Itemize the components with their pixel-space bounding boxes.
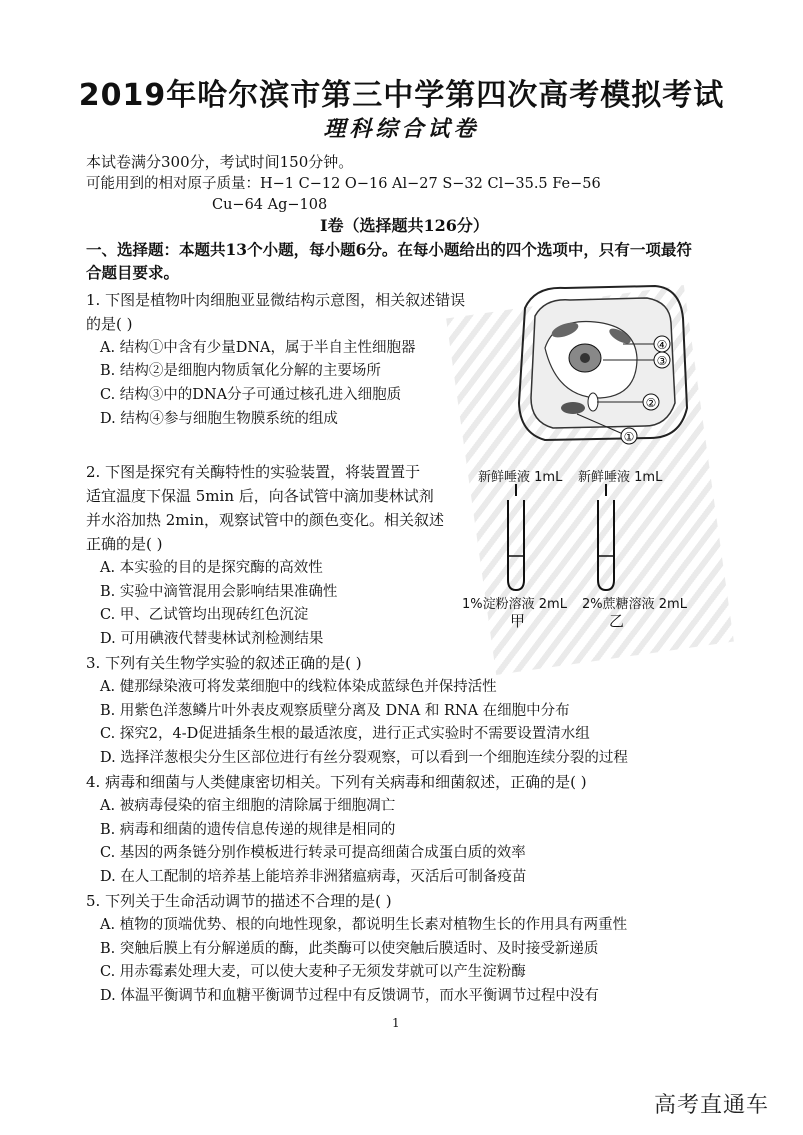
q2-stem-4: 正确的是( )	[86, 535, 163, 553]
tube-label-bottom-left: 1%淀粉溶液 2mL	[462, 597, 567, 612]
q2-option-b: B. 实验中滴管混用会影响结果准确性	[100, 584, 338, 600]
q3-option-c: C. 探究2，4-D促进插条生根的最适浓度，进行正式实验时不需要设置清水组	[100, 726, 590, 742]
q3-stem: 3. 下列有关生物学实验的叙述正确的是( )	[86, 654, 362, 672]
tube-label-top-right: 新鲜唾液 1mL	[578, 470, 663, 485]
page-number: 1	[392, 1016, 400, 1030]
test-tubes-diagram	[490, 484, 630, 594]
q1-option-a: A. 结构①中含有少量DNA，属于半自主性细胞器	[100, 340, 416, 356]
marker-3: ③	[656, 354, 668, 368]
q5-option-b: B. 突触后膜上有分解递质的酶，此类酶可以使突触后膜适时、及时接受新递质	[100, 941, 599, 957]
marker-2: ②	[645, 396, 657, 410]
page-subtitle: 理科综合试卷	[323, 116, 480, 142]
q2-stem-2: 适宜温度下保温 5min 后，向各试管中滴加斐林试剂	[86, 487, 434, 505]
q2-stem-1: 2. 下图是探究有关酶特性的实验装置，将装置置于	[86, 463, 421, 481]
tube-name-right: 乙	[609, 612, 625, 630]
intro-score-time: 本试卷满分300分，考试时间150分钟。	[86, 153, 354, 171]
intro-atomic-masses-cont: Cu−64 Ag−108	[212, 197, 328, 213]
q5-option-d: D. 体温平衡调节和血糖平衡调节过程中有反馈调节，而水平衡调节过程中没有	[100, 988, 599, 1004]
q2-stem-3: 并水浴加热 2min，观察试管中的颜色变化。相关叙述	[86, 511, 444, 529]
intro-atomic-masses: 可能用到的相对原子质量：H−1 C−12 O−16 Al−27 S−32 Cl−35.5 Fe−56	[86, 176, 601, 192]
plant-cell-diagram	[505, 278, 705, 448]
q2-option-d: D. 可用碘液代替斐林试剂检测结果	[100, 631, 324, 647]
q1-stem-2: 的是( )	[86, 315, 133, 333]
tube-name-left: 甲	[510, 612, 526, 630]
marker-4: ④	[656, 338, 668, 352]
q4-option-d: D. 在人工配制的培养基上能培养非洲猪瘟病毒，灭活后可制备疫苗	[100, 869, 527, 885]
q5-stem: 5. 下列关于生命活动调节的描述不合理的是( )	[86, 892, 392, 910]
instruction-line-1: 一、选择题：本题共13个小题，每小题6分。在每小题给出的四个选项中，只有一项最符	[86, 240, 692, 259]
brand-watermark: 高考直通车	[654, 1093, 770, 1118]
q1-option-d: D. 结构④参与细胞生物膜系统的组成	[100, 411, 338, 427]
q1-stem-1: 1. 下图是植物叶肉细胞亚显微结构示意图，相关叙述错误	[86, 291, 466, 309]
section-heading: Ⅰ卷（选择题共126分）	[320, 216, 489, 235]
q5-option-a: A. 植物的顶端优势、根的向地性现象，都说明生长素对植物生长的作用具有两重性	[100, 917, 628, 933]
q4-stem: 4. 病毒和细菌与人类健康密切相关。下列有关病毒和细菌叙述，正确的是( )	[86, 773, 587, 791]
q3-option-a: A. 健那绿染液可将发菜细胞中的线粒体染成蓝绿色并保持活性	[100, 679, 497, 695]
instruction-line-2: 合题目要求。	[86, 263, 180, 282]
q1-option-b: B. 结构②是细胞内物质氧化分解的主要场所	[100, 363, 381, 379]
q2-option-c: C. 甲、乙试管均出现砖红色沉淀	[100, 607, 309, 623]
page-title: 2019年哈尔滨市第三中学第四次高考模拟考试	[78, 78, 725, 113]
q3-option-d: D. 选择洋葱根尖分生区部位进行有丝分裂观察，可以看到一个细胞连续分裂的过程	[100, 750, 628, 766]
q5-option-c: C. 用赤霉素处理大麦，可以使大麦种子无须发芽就可以产生淀粉酶	[100, 964, 526, 980]
q4-option-b: B. 病毒和细菌的遗传信息传递的规律是相同的	[100, 822, 396, 838]
tube-label-bottom-right: 2%蔗糖溶液 2mL	[582, 597, 687, 612]
q2-option-a: A. 本实验的目的是探究酶的高效性	[100, 560, 323, 576]
q1-option-c: C. 结构③中的DNA分子可通过核孔进入细胞质	[100, 387, 402, 403]
q4-option-c: C. 基因的两条链分别作模板进行转录可提高细菌合成蛋白质的效率	[100, 845, 526, 861]
q3-option-b: B. 用紫色洋葱鳞片叶外表皮观察质壁分离及 DNA 和 RNA 在细胞中分布	[100, 703, 570, 719]
marker-1: ①	[623, 430, 635, 444]
tube-label-top-left: 新鲜唾液 1mL	[478, 470, 563, 485]
q4-option-a: A. 被病毒侵染的宿主细胞的清除属于细胞凋亡	[100, 798, 396, 814]
